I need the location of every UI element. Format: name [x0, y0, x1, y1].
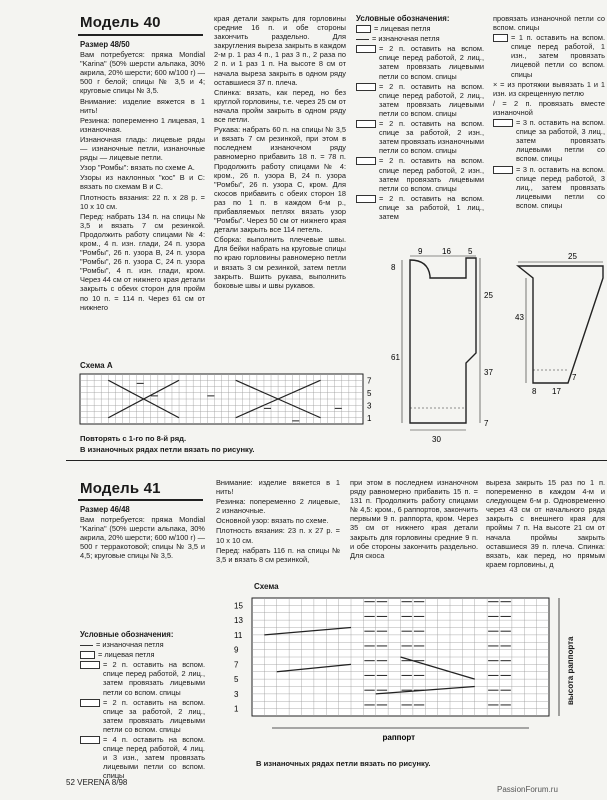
watermark: PassionForum.ru	[497, 785, 558, 794]
sleeve-dim-left: 43	[515, 313, 524, 322]
front-dim-left-2: 61	[391, 353, 400, 362]
front-dim-right-2: 37	[484, 368, 493, 377]
front-dim-right-3: 7	[484, 419, 489, 428]
front-dim-left-1: 8	[391, 263, 396, 272]
legend-item: = изнаночная петля	[356, 34, 484, 43]
page-footer: 52 VERENA 8/98	[66, 778, 128, 787]
cable-symbol	[80, 736, 100, 744]
model-41-density: Плотность вязания: 23 п. х 27 р. = 10 х 10 см.	[216, 526, 340, 545]
model-41-pattern: Основной узор: вязать по схеме.	[216, 516, 329, 526]
scheme-row-label: 7	[234, 660, 239, 670]
model-40-rib: Резинка: попеременно 1 лицевая, 1 изнаночная.	[80, 115, 205, 134]
sleeve-dim-right: 7	[572, 373, 577, 382]
repeat-label: раппорт	[382, 733, 416, 742]
scheme-row-label: 13	[234, 616, 243, 626]
cable-symbol	[356, 45, 376, 53]
front-dim-bottom: 30	[432, 435, 441, 444]
legend-item: = 2 п. оставить на вспом. спице перед работой, 2 лиц., затем провязать лицевыми петли со вспом. спицы	[80, 660, 205, 696]
model-40-neckline: края детали закрыть для горловины средние 16 п. и обе стороны закончить раздельно. Для закругления выреза закрыть в каждом 2-м р. 1 раз 4 п., 1 раз 3 п., 2 раза по 2 п. и 1 раз 1 п. На высоте 8 см от начала выреза закрыть в одном ряду оставшиеся 37 п. плеча.	[214, 14, 346, 87]
legend-item: × = из протяжки вывязать 1 и 1 изн. из скрещенную петлю	[493, 79, 605, 98]
knit-symbol	[80, 651, 95, 659]
model-41-scheme-title: Схема	[254, 582, 279, 591]
legend-item: = изнаночная петля	[80, 640, 205, 649]
front-dim-right-1: 25	[484, 291, 493, 300]
scheme-a-row-label: 7	[367, 376, 372, 386]
model-41-neckline: выреза закрыть 15 раз по 1 п. попеременно в каждом 4-м и следующем 6-м р. Одновременно через 43 см от начального ряда закрыть с внешнего края для проймы 7 п. На высоте 21 см от начала проймы закрыть оставшиеся 39 п. плеча. Спинка: вязать, как перед, но прямым краем горловины, д	[486, 478, 605, 569]
model-40-title-underline	[78, 34, 203, 36]
model-41-legend-title: Условные обозначения:	[80, 630, 174, 639]
front-dim-top-2: 16	[442, 248, 451, 256]
legend-item: / = 2 п. провязать вместе изнаночной	[493, 98, 605, 117]
legend-item: = 2 п. оставить на вспом. спице за работой, 1 лиц., затем	[356, 194, 484, 221]
model-41-scheme-grid	[232, 594, 562, 764]
knit-symbol	[356, 25, 371, 33]
model-41-legend	[80, 630, 205, 782]
sleeve-dim-top: 25	[568, 252, 577, 261]
model-41-front-continued: при этом в последнем изнаночном ряду равномерно прибавить 15 п. = 131 п. Продолжить работу спицами № 4,5: кром., 6 раппортов, закончить первыми 9 п. раппорта, кром. Через 35 см от нижнего края детали закрыть для горловины средние 9 п. и обе стороны закончить раздельно. Для скоса	[350, 478, 478, 560]
model-40-purl: Изнаночная гладь: лицевые ряды — изнаночные петли, изнаночные ряды — лицевые петли.	[80, 134, 205, 163]
model-40-schematics	[358, 248, 607, 456]
model-40-density: Плотность вязания: 22 п. х 28 р. = 10 х 10 см.	[80, 192, 205, 211]
model-40-warning: Внимание: изделие вяжется в 1 нить!	[80, 96, 205, 115]
model-41-materials: Вам потребуется: пряжа Mondial "Karina" (50% шерсти альпака, 30% акрила, 20% шерсти; 600 м/100 г) — 500 г терракотовой; спицы № 3,5 и 4,5; круговые спицы № 3,5.	[80, 515, 205, 561]
front-dim-top-1: 9	[418, 248, 423, 256]
scheme-a-row-label: 1	[367, 413, 372, 423]
model-40-pattern-cables: Узоры из наклонных "кос" В и С: вязать по схемам В и С.	[80, 173, 205, 192]
cable-symbol	[80, 699, 100, 707]
scheme-a-title: Схема А	[80, 361, 113, 370]
scheme-row-label: 1	[234, 704, 239, 714]
model-40-sleeves: Рукава: набрать 60 п. на спицы № 3,5 и вязать 7 см резинкой, при этом в последнем изнаночном ряду равномерно прибавить 18 п. = 78 п. Продолжить работу спицами № 4: кром., 26 п. узора В, 24 п. узора "Ромбы", 26 п. узора С, кром. Для скосов прибавить с обеих сторон 18 раз по 1 п. в каждом 6-м р., прибавляемых петлях вязать узор "Ромбы". Через 50 см от нижнего края детали закрыть все 114 петель.	[214, 125, 346, 235]
model-40-legend	[356, 14, 484, 222]
model-41-column-3	[350, 478, 478, 561]
purl-symbol	[80, 641, 93, 646]
scheme-a-grid	[78, 372, 378, 428]
legend-item: = 2 п. оставить на вспом. спице за работой, 2 изн., затем провязать изнаночными петли со вспом. спицы	[356, 119, 484, 155]
cable-symbol	[493, 119, 513, 127]
model-40-column-2	[214, 14, 346, 291]
model-40-size: Размер 48/50	[80, 40, 130, 49]
scheme-a-row-label: 5	[367, 388, 372, 398]
model-41-column-2	[216, 478, 340, 565]
model-40-assembly: Сборка: выполнить плечевые швы. Для бейки набрать на круговые спицы по краю горловины равномерно петли и вязать 3 см резинкой, затем петли закрыть. Вшить рукава, выполнить боковые швы и швы рукавов.	[214, 235, 346, 290]
cable-symbol	[493, 166, 513, 174]
model-41-column-4	[486, 478, 605, 570]
legend-item: = 3 п. оставить на вспом. спице перед работой, 3 лиц., затем провязать лицевыми петли со вспом. спицы	[493, 165, 605, 210]
legend-item: = 2 п. оставить на вспом. спице перед работой, 2 изн., затем провязать лицевыми петли со вспом. спицы	[356, 156, 484, 192]
cable-symbol	[356, 120, 376, 128]
legend-item: = 2 п. оставить на вспом. спице перед работой, 2 лиц., затем провязать лицевыми петли со вспом. спицы	[356, 82, 484, 118]
sleeve-dim-bottom-1: 8	[532, 387, 537, 396]
scheme-row-label: 3	[234, 689, 239, 699]
scheme-height-label: высота раппорта	[566, 636, 575, 705]
legend-item: = 4 п. оставить на вспом. спице перед работой, 4 лиц. и 3 изн., затем провязать лицевыми петли со вспом. спицы	[80, 735, 205, 780]
scheme-a-row-label: 3	[367, 401, 372, 411]
scheme-row-label: 5	[234, 675, 239, 685]
cross-symbol	[493, 34, 508, 42]
legend-item: = лицевая петля	[80, 650, 205, 659]
legend-item: = 2 п. оставить на вспом. спице перед работой, 2 лиц., затем провязать лицевыми петли со вспом. спицы	[356, 44, 484, 80]
scheme-row-label: 11	[234, 630, 243, 640]
model-41-title: Модель 41	[80, 480, 161, 497]
scheme-a-repeat-note: Повторять с 1-го по 8-й ряд.	[80, 434, 187, 443]
model-41-purl-note: В изнаночных рядах петли вязать по рисунку.	[256, 759, 431, 768]
model-41-warning: Внимание: изделие вяжется в 1 нить!	[216, 478, 340, 497]
model-41-front: Перед: набрать 116 п. на спицы № 3,5 и вязать 8 см резинкой,	[216, 545, 340, 564]
legend-item: = 1 п. оставить на вспом. спице перед работой, 1 изн., затем провязать лицевой петли со вспом. спицы	[493, 33, 605, 78]
model-41-column-1	[80, 505, 205, 562]
sleeve-dim-bottom-2: 17	[552, 387, 561, 396]
section-divider	[66, 460, 607, 461]
cable-symbol	[356, 157, 376, 165]
cable-symbol	[80, 661, 100, 669]
front-dim-top-3: 5	[468, 248, 473, 256]
model-40-back: Спинка: вязать, как перед, но без круглой горловины, т.е. через 25 см от начала пройм закрыть в одном ряду все петли.	[214, 87, 346, 125]
model-40-front: Перед: набрать 134 п. на спицы № 3,5 и вязать 7 см резинкой. Продолжить работу спицами № 4: кром., 4 п. изн. глади, 24 п. узора "Ромбы", 26 п. узора В, 24 п. узора "Ромбы", 26 п. узора С, 24 п. узора "Ромбы", 4 п. изн. глади, кром. Через 44 см от нижнего края детали закрыть с обеих сторон для пройм по 10 п. = 114 п. Через 61 см от нижнего	[80, 211, 205, 312]
model-41-size: Размер 46/48	[80, 505, 130, 514]
front-schematic	[402, 256, 480, 430]
model-40-legend-continued	[493, 14, 605, 211]
model-40-column-1	[80, 40, 205, 313]
scheme-row-label: 15	[234, 601, 243, 611]
legend-item: = 2 п. оставить на вспом. спице за работой, 2 лиц., затем провязать лицевыми петли со вспом. спицы	[80, 698, 205, 734]
model-41-rib: Резинка: попеременно 2 лицевые, 2 изнаночные.	[216, 497, 340, 516]
model-40-title: Модель 40	[80, 14, 161, 31]
model-40-pattern-rhombs: Узор "Ромбы": вязать по схеме А.	[80, 163, 195, 173]
purl-symbol	[356, 35, 369, 40]
legend-item: = лицевая петля	[356, 24, 484, 33]
cable-symbol	[356, 195, 376, 203]
legend-continued-text: провязать изнаночной петли со вспом. спицы	[493, 14, 605, 33]
model-40-materials: Вам потребуется: пряжа Mondial "Karina" (50% шерсти альпака, 30% акрила, 20% шерсти; 600 м/100 г) — 500 г белой; спицы № 3,5 и 4; круговые спицы № 3,5.	[80, 50, 205, 96]
scheme-row-label: 9	[234, 645, 239, 655]
model-41-title-underline	[78, 499, 203, 501]
legend-item: = 3 п. оставить на вспом. спице за работой, 3 лиц., затем провязать лицевыми петли со вспом. спицы	[493, 118, 605, 163]
sleeve-schematic	[518, 262, 603, 383]
cable-symbol	[356, 83, 376, 91]
scheme-a-purl-note: В изнаночных рядах петли вязать по рисунку.	[80, 445, 255, 454]
model-40-legend-title: Условные обозначения:	[356, 14, 450, 23]
